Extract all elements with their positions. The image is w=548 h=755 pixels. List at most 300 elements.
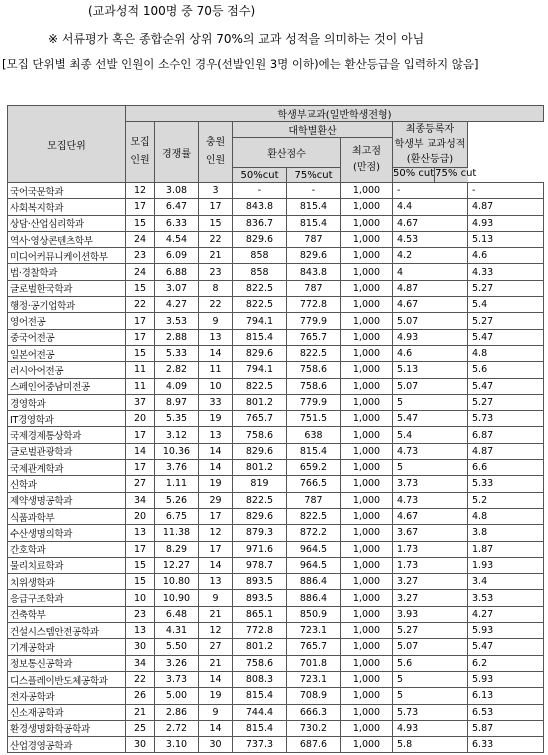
grade50-cell: 4.93 bbox=[393, 720, 468, 736]
filled-cell: 13 bbox=[199, 427, 233, 443]
table-row bbox=[8, 215, 544, 231]
max-cell: 1,000 bbox=[341, 411, 393, 427]
cut50-cell: 772.8 bbox=[233, 623, 287, 639]
filled-cell: 30 bbox=[199, 737, 233, 753]
unit-cell: 사회복지학과 bbox=[8, 199, 126, 215]
ratio-cell: 6.47 bbox=[155, 199, 199, 215]
filled-cell: 12 bbox=[199, 623, 233, 639]
ratio-cell: 4.27 bbox=[155, 297, 199, 313]
grade50-cell: 1.73 bbox=[393, 557, 468, 573]
table-row bbox=[8, 671, 544, 687]
cut50-cell: 843.8 bbox=[233, 199, 287, 215]
cut50-cell: 893.5 bbox=[233, 590, 287, 606]
quota-cell: 13 bbox=[126, 525, 155, 541]
unit-cell: 신학과 bbox=[8, 476, 126, 492]
quota-cell: 11 bbox=[126, 362, 155, 378]
filled-cell: 17 bbox=[199, 508, 233, 524]
table-row bbox=[8, 492, 544, 508]
unit-cell: 중국어전공 bbox=[8, 329, 126, 345]
max-cell: 1,000 bbox=[341, 704, 393, 720]
grade50-cell: 3.27 bbox=[393, 574, 468, 590]
cut75-cell: 765.7 bbox=[287, 329, 341, 345]
cut75-cell: 787 bbox=[287, 231, 341, 247]
grade75-cell: 5.93 bbox=[468, 623, 544, 639]
filled-cell: 3 bbox=[199, 183, 233, 199]
unit-cell: 국제관계학과 bbox=[8, 460, 126, 476]
table-row bbox=[8, 297, 544, 313]
unit-cell: IT경영학과 bbox=[8, 411, 126, 427]
quota-cell: 22 bbox=[126, 671, 155, 687]
filled-cell: 14 bbox=[199, 443, 233, 459]
max-cell: 1,000 bbox=[341, 329, 393, 345]
grade75-cell: 1.87 bbox=[468, 541, 544, 557]
max-cell: 1,000 bbox=[341, 313, 393, 329]
grade50-cell: 4.4 bbox=[393, 199, 468, 215]
ratio-cell: 3.26 bbox=[155, 655, 199, 671]
grade75-cell: 5.47 bbox=[468, 639, 544, 655]
grade75-cell: 6.13 bbox=[468, 688, 544, 704]
grade50-cell: 5.47 bbox=[393, 411, 468, 427]
grade50-cell: 4.93 bbox=[393, 329, 468, 345]
filled-cell: 9 bbox=[199, 704, 233, 720]
unit-cell: 러시아어전공 bbox=[8, 362, 126, 378]
cut75-cell: 829.6 bbox=[287, 248, 341, 264]
quota-cell: 30 bbox=[126, 639, 155, 655]
cut75-cell: 779.9 bbox=[287, 394, 341, 410]
unit-cell: 건축학부 bbox=[8, 606, 126, 622]
cut50-cell: 819 bbox=[233, 476, 287, 492]
table-row bbox=[8, 378, 544, 394]
ratio-cell: 1.11 bbox=[155, 476, 199, 492]
max-cell: 1,000 bbox=[341, 394, 393, 410]
grade50-cell: 5.73 bbox=[393, 704, 468, 720]
unit-cell: 글로벌관광학과 bbox=[8, 443, 126, 459]
cut50-cell: 794.1 bbox=[233, 362, 287, 378]
cut75-cell: 758.6 bbox=[287, 378, 341, 394]
grade50-cell: 4.87 bbox=[393, 280, 468, 296]
quota-cell: 23 bbox=[126, 248, 155, 264]
grade50-cell: 5 bbox=[393, 671, 468, 687]
filled-cell: 19 bbox=[199, 688, 233, 704]
filled-cell: 17 bbox=[199, 199, 233, 215]
filled-cell: 12 bbox=[199, 525, 233, 541]
cut75-cell: 723.1 bbox=[287, 623, 341, 639]
filled-cell: 19 bbox=[199, 476, 233, 492]
quota-cell: 23 bbox=[126, 606, 155, 622]
cut50-cell: 879.3 bbox=[233, 525, 287, 541]
unit-cell: 간호학과 bbox=[8, 541, 126, 557]
ratio-cell: 6.33 bbox=[155, 215, 199, 231]
quota-cell: 15 bbox=[126, 215, 155, 231]
unit-cell: 식품과학부 bbox=[8, 508, 126, 524]
ratio-cell: 3.12 bbox=[155, 427, 199, 443]
cut75-cell: 787 bbox=[287, 280, 341, 296]
max-cell: 1,000 bbox=[341, 590, 393, 606]
max-cell: 1,000 bbox=[341, 557, 393, 573]
quota-cell: 34 bbox=[126, 655, 155, 671]
grade75-cell: - bbox=[468, 183, 544, 199]
header-conv-score: 환산점수 bbox=[233, 138, 341, 168]
cut75-cell: 758.6 bbox=[287, 362, 341, 378]
table-row bbox=[8, 248, 544, 264]
quota-cell: 10 bbox=[126, 590, 155, 606]
quota-cell: 27 bbox=[126, 476, 155, 492]
quota-cell: 17 bbox=[126, 313, 155, 329]
header-final-reg: 최종등록자 학생부 교과성적 (환산등급) bbox=[393, 122, 468, 168]
grade75-cell: 5.87 bbox=[468, 720, 544, 736]
ratio-cell: 5.00 bbox=[155, 688, 199, 704]
unit-cell: 행정·공기업학과 bbox=[8, 297, 126, 313]
unit-cell: 상담·산업심리학과 bbox=[8, 215, 126, 231]
unit-cell: 국제경제통상학과 bbox=[8, 427, 126, 443]
cut75-cell: 772.8 bbox=[287, 297, 341, 313]
max-cell: 1,000 bbox=[341, 541, 393, 557]
cut75-cell: 964.5 bbox=[287, 541, 341, 557]
header-cut50: 50%cut bbox=[233, 168, 287, 183]
table-row bbox=[8, 704, 544, 720]
cut50-cell: 836.7 bbox=[233, 215, 287, 231]
ratio-cell: 2.82 bbox=[155, 362, 199, 378]
quota-cell: 34 bbox=[126, 492, 155, 508]
filled-cell: 13 bbox=[199, 329, 233, 345]
header-grade75: 75% cut bbox=[435, 168, 477, 179]
quota-cell: 17 bbox=[126, 460, 155, 476]
filled-cell: 14 bbox=[199, 720, 233, 736]
grade75-cell: 5.27 bbox=[468, 394, 544, 410]
ratio-cell: 3.76 bbox=[155, 460, 199, 476]
ratio-cell: 6.09 bbox=[155, 248, 199, 264]
cut75-cell: 815.4 bbox=[287, 199, 341, 215]
filled-cell: 22 bbox=[199, 231, 233, 247]
grade50-cell: 5.07 bbox=[393, 639, 468, 655]
ratio-cell: 11.38 bbox=[155, 525, 199, 541]
filled-cell: 15 bbox=[199, 215, 233, 231]
ratio-cell: 3.08 bbox=[155, 183, 199, 199]
table-row bbox=[8, 394, 544, 410]
unit-cell: 법·경찰학과 bbox=[8, 264, 126, 280]
note-small-quota: [모집 단위별 최종 선발 인원이 소수인 경우(선발인원 3명 이하)에는 환산등급을 입력하지 않음] bbox=[2, 57, 479, 71]
cut75-cell: 751.5 bbox=[287, 411, 341, 427]
grade75-cell: 5.47 bbox=[468, 329, 544, 345]
max-cell: 1,000 bbox=[341, 639, 393, 655]
max-cell: 1,000 bbox=[341, 427, 393, 443]
max-cell: 1,000 bbox=[341, 720, 393, 736]
filled-cell: 9 bbox=[199, 590, 233, 606]
table-row bbox=[8, 557, 544, 573]
header-cut75: 75%cut bbox=[287, 168, 341, 183]
cut75-cell: 687.6 bbox=[287, 737, 341, 753]
quota-cell: 13 bbox=[126, 623, 155, 639]
max-cell: 1,000 bbox=[341, 264, 393, 280]
filled-cell: 23 bbox=[199, 264, 233, 280]
grade50-cell: 5.07 bbox=[393, 378, 468, 394]
table-row bbox=[8, 574, 544, 590]
quota-cell: 15 bbox=[126, 280, 155, 296]
grade75-cell: 5.27 bbox=[468, 280, 544, 296]
quota-cell: 15 bbox=[126, 574, 155, 590]
table-row bbox=[8, 345, 544, 361]
unit-cell: 일본어전공 bbox=[8, 345, 126, 361]
quota-cell: 26 bbox=[126, 688, 155, 704]
quota-cell: 37 bbox=[126, 394, 155, 410]
ratio-cell: 4.09 bbox=[155, 378, 199, 394]
cut50-cell: 978.7 bbox=[233, 557, 287, 573]
max-cell: 1,000 bbox=[341, 199, 393, 215]
header-group: 학생부교과(일반학생전형) bbox=[126, 106, 544, 122]
cut50-cell: 737.3 bbox=[233, 737, 287, 753]
filled-cell: 14 bbox=[199, 345, 233, 361]
table-row bbox=[8, 183, 544, 199]
header-univ-conv: 대학별환산 bbox=[233, 122, 393, 138]
unit-cell: 글로벌한국학과 bbox=[8, 280, 126, 296]
quota-cell: 14 bbox=[126, 443, 155, 459]
grade75-cell: 5.73 bbox=[468, 411, 544, 427]
grade50-cell: 4.67 bbox=[393, 508, 468, 524]
filled-cell: 13 bbox=[199, 574, 233, 590]
grade50-cell: 5.07 bbox=[393, 313, 468, 329]
table-row bbox=[8, 280, 544, 296]
unit-cell: 경영학과 bbox=[8, 394, 126, 410]
unit-cell: 건설시스템안전공학과 bbox=[8, 623, 126, 639]
unit-cell: 치위생학과 bbox=[8, 574, 126, 590]
filled-cell: 11 bbox=[199, 362, 233, 378]
grade50-cell: 3.93 bbox=[393, 606, 468, 622]
table-row bbox=[8, 264, 544, 280]
quota-cell: 22 bbox=[126, 297, 155, 313]
max-cell: 1,000 bbox=[341, 476, 393, 492]
header-unit: 모집단위 bbox=[8, 106, 126, 183]
header-grade50: 50% cut bbox=[393, 168, 435, 182]
max-cell: 1,000 bbox=[341, 525, 393, 541]
note-disclaimer: ※ 서류평가 혹은 종합순위 상위 70%의 교과 성적을 의미하는 것이 아님 bbox=[48, 32, 425, 46]
filled-cell: 14 bbox=[199, 557, 233, 573]
filled-cell: 14 bbox=[199, 671, 233, 687]
cut75-cell: 815.4 bbox=[287, 443, 341, 459]
grade75-cell: 5.93 bbox=[468, 671, 544, 687]
grade50-cell: 5.4 bbox=[393, 427, 468, 443]
grade50-cell: 4.2 bbox=[393, 248, 468, 264]
grade50-cell: 1.73 bbox=[393, 541, 468, 557]
ratio-cell: 10.36 bbox=[155, 443, 199, 459]
table-row bbox=[8, 737, 544, 753]
max-cell: 1,000 bbox=[341, 671, 393, 687]
header-quota: 모집 인원 bbox=[126, 122, 155, 183]
unit-cell: 영어전공 bbox=[8, 313, 126, 329]
table-row bbox=[8, 541, 544, 557]
grade50-cell: 4 bbox=[393, 264, 468, 280]
grade50-cell: 4.6 bbox=[393, 345, 468, 361]
ratio-cell: 2.86 bbox=[155, 704, 199, 720]
table-row bbox=[8, 639, 544, 655]
ratio-cell: 2.72 bbox=[155, 720, 199, 736]
admission-results-table bbox=[7, 105, 544, 753]
quota-cell: 17 bbox=[126, 541, 155, 557]
grade50-cell: 4.73 bbox=[393, 443, 468, 459]
grade50-cell: 5 bbox=[393, 688, 468, 704]
unit-cell: 미디어커뮤니케이션학부 bbox=[8, 248, 126, 264]
max-cell: 1,000 bbox=[341, 443, 393, 459]
table-row bbox=[8, 720, 544, 736]
grade75-cell: 5.4 bbox=[468, 297, 544, 313]
unit-cell: 전자공학과 bbox=[8, 688, 126, 704]
filled-cell: 33 bbox=[199, 394, 233, 410]
unit-cell: 기계공학과 bbox=[8, 639, 126, 655]
grade75-cell: 6.33 bbox=[468, 737, 544, 753]
cut50-cell: 801.2 bbox=[233, 639, 287, 655]
cut50-cell: 829.6 bbox=[233, 345, 287, 361]
cut75-cell: 872.2 bbox=[287, 525, 341, 541]
filled-cell: 22 bbox=[199, 297, 233, 313]
ratio-cell: 3.10 bbox=[155, 737, 199, 753]
cut50-cell: 794.1 bbox=[233, 313, 287, 329]
cut75-cell: 787 bbox=[287, 492, 341, 508]
note-score-rank: (교과성적 100명 중 70등 점수) bbox=[88, 4, 256, 18]
cut50-cell: 829.6 bbox=[233, 443, 287, 459]
quota-cell: 20 bbox=[126, 508, 155, 524]
filled-cell: 19 bbox=[199, 411, 233, 427]
grade75-cell: 4.8 bbox=[468, 508, 544, 524]
ratio-cell: 2.88 bbox=[155, 329, 199, 345]
grade75-cell: 3.53 bbox=[468, 590, 544, 606]
filled-cell: 8 bbox=[199, 280, 233, 296]
cut75-cell: 815.4 bbox=[287, 215, 341, 231]
quota-cell: 30 bbox=[126, 737, 155, 753]
table-row bbox=[8, 688, 544, 704]
unit-cell: 제약생명공학과 bbox=[8, 492, 126, 508]
cut50-cell: 815.4 bbox=[233, 688, 287, 704]
cut50-cell: 765.7 bbox=[233, 411, 287, 427]
cut50-cell: 744.4 bbox=[233, 704, 287, 720]
grade75-cell: 5.47 bbox=[468, 378, 544, 394]
quota-cell: 20 bbox=[126, 411, 155, 427]
ratio-cell: 4.31 bbox=[155, 623, 199, 639]
max-cell: 1,000 bbox=[341, 606, 393, 622]
cut50-cell: 808.3 bbox=[233, 671, 287, 687]
ratio-cell: 3.73 bbox=[155, 671, 199, 687]
quota-cell: 15 bbox=[126, 345, 155, 361]
cut75-cell: 886.4 bbox=[287, 574, 341, 590]
table-body bbox=[8, 183, 544, 753]
ratio-cell: 3.53 bbox=[155, 313, 199, 329]
grade50-cell: - bbox=[393, 183, 468, 199]
grade75-cell: 5.33 bbox=[468, 476, 544, 492]
cut50-cell: 758.6 bbox=[233, 427, 287, 443]
cut75-cell: 701.8 bbox=[287, 655, 341, 671]
max-cell: 1,000 bbox=[341, 248, 393, 264]
grade75-cell: 5.27 bbox=[468, 313, 544, 329]
ratio-cell: 6.88 bbox=[155, 264, 199, 280]
cut50-cell: 801.2 bbox=[233, 394, 287, 410]
quota-cell: 17 bbox=[126, 427, 155, 443]
grade50-cell: 4.67 bbox=[393, 215, 468, 231]
max-cell: 1,000 bbox=[341, 378, 393, 394]
cut50-cell: 858 bbox=[233, 248, 287, 264]
unit-cell: 신소재공학과 bbox=[8, 704, 126, 720]
unit-cell: 디스플레이반도체공학과 bbox=[8, 671, 126, 687]
grade75-cell: 6.2 bbox=[468, 655, 544, 671]
cut75-cell: 964.5 bbox=[287, 557, 341, 573]
cut50-cell: 822.5 bbox=[233, 280, 287, 296]
table-row bbox=[8, 606, 544, 622]
grade75-cell: 3.8 bbox=[468, 525, 544, 541]
cut75-cell: 766.5 bbox=[287, 476, 341, 492]
grade75-cell: 5.6 bbox=[468, 362, 544, 378]
table-row bbox=[8, 329, 544, 345]
quota-cell: 15 bbox=[126, 557, 155, 573]
cut75-cell: 723.1 bbox=[287, 671, 341, 687]
quota-cell: 17 bbox=[126, 199, 155, 215]
cut75-cell: 822.5 bbox=[287, 508, 341, 524]
cut75-cell: 843.8 bbox=[287, 264, 341, 280]
filled-cell: 17 bbox=[199, 541, 233, 557]
quota-cell: 17 bbox=[126, 329, 155, 345]
unit-cell: 산업경영공학과 bbox=[8, 737, 126, 753]
unit-cell: 응급구조학과 bbox=[8, 590, 126, 606]
filled-cell: 29 bbox=[199, 492, 233, 508]
grade50-cell: 3.27 bbox=[393, 590, 468, 606]
table-row bbox=[8, 427, 544, 443]
ratio-cell: 5.33 bbox=[155, 345, 199, 361]
cut75-cell: 659.2 bbox=[287, 460, 341, 476]
ratio-cell: 10.90 bbox=[155, 590, 199, 606]
table-row bbox=[8, 199, 544, 215]
grade50-cell: 5.8 bbox=[393, 737, 468, 753]
grade50-cell: 3.67 bbox=[393, 525, 468, 541]
cut50-cell: 893.5 bbox=[233, 574, 287, 590]
ratio-cell: 6.48 bbox=[155, 606, 199, 622]
table-row bbox=[8, 460, 544, 476]
max-cell: 1,000 bbox=[341, 460, 393, 476]
cut50-cell: - bbox=[233, 183, 287, 199]
table-row bbox=[8, 313, 544, 329]
grade75-cell: 4.93 bbox=[468, 215, 544, 231]
cut75-cell: 638 bbox=[287, 427, 341, 443]
cut50-cell: 971.6 bbox=[233, 541, 287, 557]
ratio-cell: 3.07 bbox=[155, 280, 199, 296]
grade75-cell: 6.87 bbox=[468, 427, 544, 443]
ratio-cell: 4.54 bbox=[155, 231, 199, 247]
max-cell: 1,000 bbox=[341, 623, 393, 639]
cut50-cell: 829.6 bbox=[233, 231, 287, 247]
grade50-cell: 5 bbox=[393, 460, 468, 476]
filled-cell: 21 bbox=[199, 655, 233, 671]
cut50-cell: 815.4 bbox=[233, 720, 287, 736]
grade75-cell: 3.4 bbox=[468, 574, 544, 590]
unit-cell: 스페인어중남미전공 bbox=[8, 378, 126, 394]
ratio-cell: 5.50 bbox=[155, 639, 199, 655]
quota-cell: 11 bbox=[126, 378, 155, 394]
max-cell: 1,000 bbox=[341, 362, 393, 378]
grade75-cell: 4.8 bbox=[468, 345, 544, 361]
max-cell: 1,000 bbox=[341, 280, 393, 296]
grade75-cell: 1.93 bbox=[468, 557, 544, 573]
filled-cell: 10 bbox=[199, 378, 233, 394]
table-row bbox=[8, 231, 544, 247]
cut75-cell: 765.7 bbox=[287, 639, 341, 655]
grade50-cell: 5 bbox=[393, 394, 468, 410]
unit-cell: 역사·영상콘텐츠학부 bbox=[8, 231, 126, 247]
cut50-cell: 865.1 bbox=[233, 606, 287, 622]
table-row bbox=[8, 443, 544, 459]
ratio-cell: 10.80 bbox=[155, 574, 199, 590]
quota-cell: 25 bbox=[126, 720, 155, 736]
quota-cell: 24 bbox=[126, 231, 155, 247]
cut75-cell: 850.9 bbox=[287, 606, 341, 622]
table-row bbox=[8, 655, 544, 671]
filled-cell: 21 bbox=[199, 606, 233, 622]
table-row bbox=[8, 476, 544, 492]
cut50-cell: 858 bbox=[233, 264, 287, 280]
